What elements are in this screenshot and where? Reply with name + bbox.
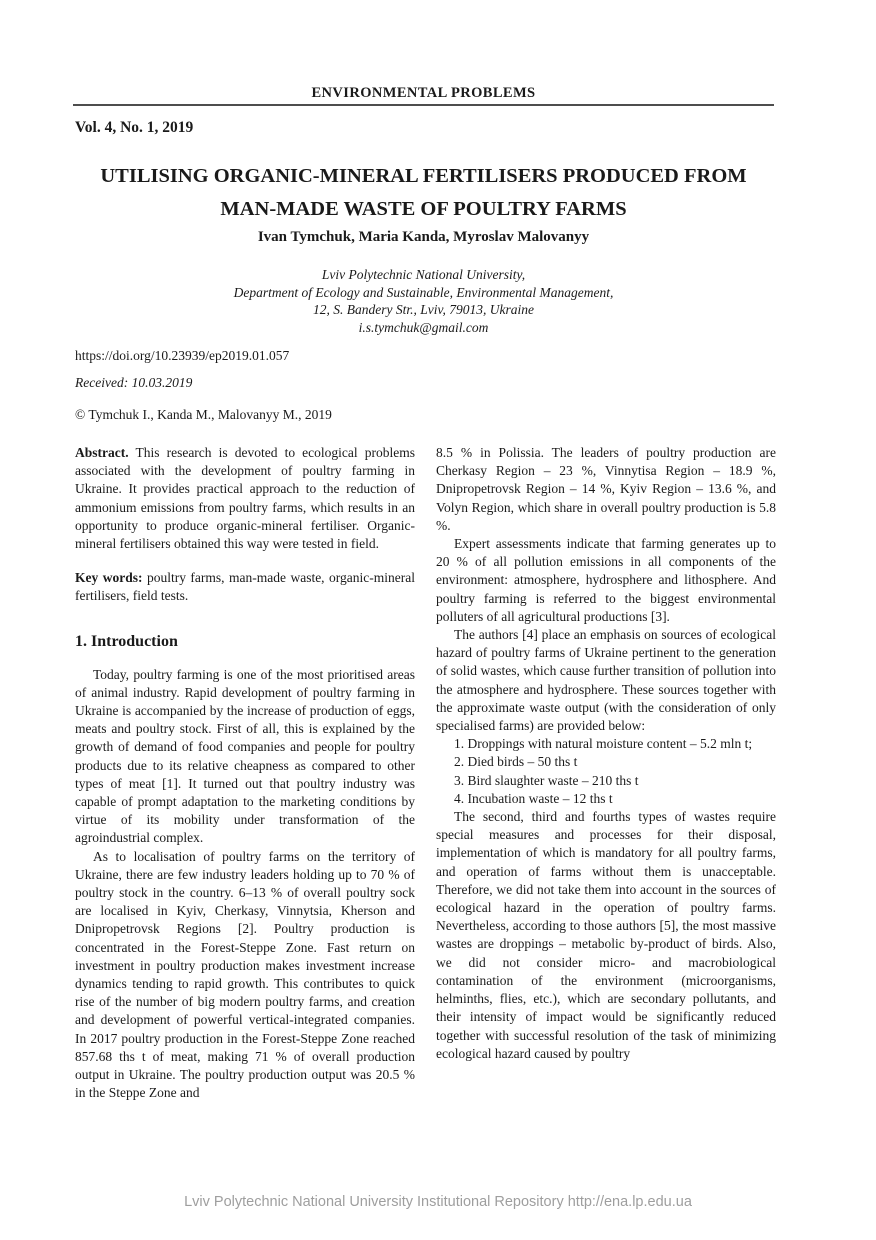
header-divider <box>73 104 774 106</box>
abstract-text: This research is devoted to ecological problems associated with the development of poultry farming in Ukraine. It provides practical approach to the reduction of ammonium emissions from poultry farms, which results in an opportunity to produce organic-mineral fertiliser. Organic-mineral fertilisers obtained this way were tested in field. <box>75 445 415 552</box>
abstract-paragraph <box>75 444 415 553</box>
introduction-paragraph-1: Today, poultry farming is one of the most prioritised areas of animal industry. Rapid development of poultry farming in Ukraine is accompanied by the increase of production of eggs, meats and poultry stock. First of all, this is explained by the growth of demand of food companies and people for poultry products due to its relative cheapness as compared to other types of meat [1]. It turned out that poultry industry was capable of prompt adaptation to the marketing conditions by virtue of its mobility under transformation of the agroindustrial complex. <box>75 666 415 846</box>
affiliation-email: i.s.tymchuk@gmail.com <box>358 319 489 335</box>
waste-list-item-1: 1. Droppings with natural moisture content – 5.2 mln t; <box>454 736 753 752</box>
ecological-hazard-paragraph: The authors [4] place an emphasis on sources of ecological hazard of poultry farms of Ukraine pertinent to the generation of solid wastes, which cause further transition of pollution into the atmosphere and hydrosphere. These sources together with the approximate waste output (with the consideration of only specialised farms) are provided below: <box>436 627 776 734</box>
affiliation-line-3: 12, S. Bandery Str., Lviv, 79013, Ukraine <box>313 302 534 317</box>
waste-list-item-4: 4. Incubation waste – 12 ths t <box>454 790 613 806</box>
waste-list-item-2: 2. Died birds – 50 ths t <box>454 754 578 770</box>
keywords-text: poultry farms, man-made waste, organic-mineral fertilisers, field tests. <box>75 570 415 604</box>
right-column <box>436 444 776 1103</box>
waste-list-item-3: 3. Bird slaughter waste – 210 ths t <box>454 772 639 788</box>
volume-issue: Vol. 4, No. 1, 2019 <box>75 119 194 136</box>
received-date: Received: 10.03.2019 <box>75 375 193 390</box>
keywords-label: Key words: <box>75 570 143 586</box>
abstract-label: Abstract. <box>75 445 129 460</box>
paper-title-line-1: UTILISING ORGANIC-MINERAL FERTILISERS PRODUCED FROM <box>100 165 747 187</box>
affiliation-block <box>73 266 774 336</box>
continuation-paragraph: 8.5 % in Polissia. The leaders of poultry production are Cherkasy Region – 23 %, Vinnytisa Region – 18.9 %, Dnipropetrovsk Region – 14 %, Kyiv Region – 13.6 %, and Volyn Region, which share in overall poultry production is 5.8 %. <box>436 445 776 533</box>
introduction-paragraph-2: As to localisation of poultry farms on the territory of Ukraine, there are few industry leaders holding up to 70 % of poultry stock in the country. 6–13 % of overall poultry sock are localised in Kyiv, Cherkasy, Vinnytsia, Kherson and Dnipropetrovsk Regions [2]. Poultry production is concentrated in the Forest-Steppe Zone. Fast return on investment in poultry production makes investment increase dynamics tending to rapid growth. This contributes to quick rise of the number of big modern poultry farms, and creation and development of powerful vertical-integrated companies. In 2017 poultry production in the Forest-Steppe Zone reached 857.68 ths t of meat, making 71 % of overall production output in Ukraine. The poultry production output was 20.5 % in the Steppe Zone and <box>75 848 415 1101</box>
repository-footer: Lviv Polytechnic National University Institutional Repository http://ena.lp.edu.ua <box>184 1194 692 1210</box>
left-column <box>75 444 415 1103</box>
keywords-paragraph <box>75 569 415 605</box>
expert-assessments-paragraph: Expert assessments indicate that farming generates up to 20 % of all pollution emissions in all components of the environment: atmosphere, hydrosphere and lithosphere. And poultry farming is referred to the biggest environmental polluters of all agricultural productions [3]. <box>436 536 776 624</box>
authors-line: Ivan Tymchuk, Maria Kanda, Myroslav Malovanyy <box>257 229 590 245</box>
doi-link: https://doi.org/10.23939/ep2019.01.057 <box>75 348 290 363</box>
copyright-line: © Tymchuk I., Kanda M., Malovanyy M., 2019 <box>75 407 332 422</box>
affiliation-line-2: Department of Ecology and Sustainable, Environmental Management, <box>233 284 614 300</box>
two-column-body <box>75 444 776 1103</box>
paper-title <box>73 160 774 226</box>
journal-name: ENVIRONMENTAL PROBLEMS <box>311 85 536 101</box>
affiliation-line-1: Lviv Polytechnic National University, <box>321 267 526 282</box>
paper-title-line-2: MAN-MADE WASTE OF POULTRY FARMS <box>220 198 627 220</box>
section-heading-introduction: 1. Introduction <box>75 632 178 650</box>
waste-disposal-paragraph: The second, third and fourths types of wastes require special measures and processes for their disposal, implementation of which is mandatory for all poultry farms, and operation of farms without them is unacceptable. Therefore, we did not take them into account in the sources of ecological hazard in the operation of poultry farms. Nevertheless, according to those authors [5], the most massive wastes are droppings – metabolic by-product of birds. Also, we did not consider micro- and macrobiological contamination of the environment (microorganisms, helminths, flies, etc.), which are secondary pollutants, and their intensity of impact would be significantly reduced together with successful resolution of the task of minimizing ecological hazard caused by poultry <box>436 809 776 1061</box>
